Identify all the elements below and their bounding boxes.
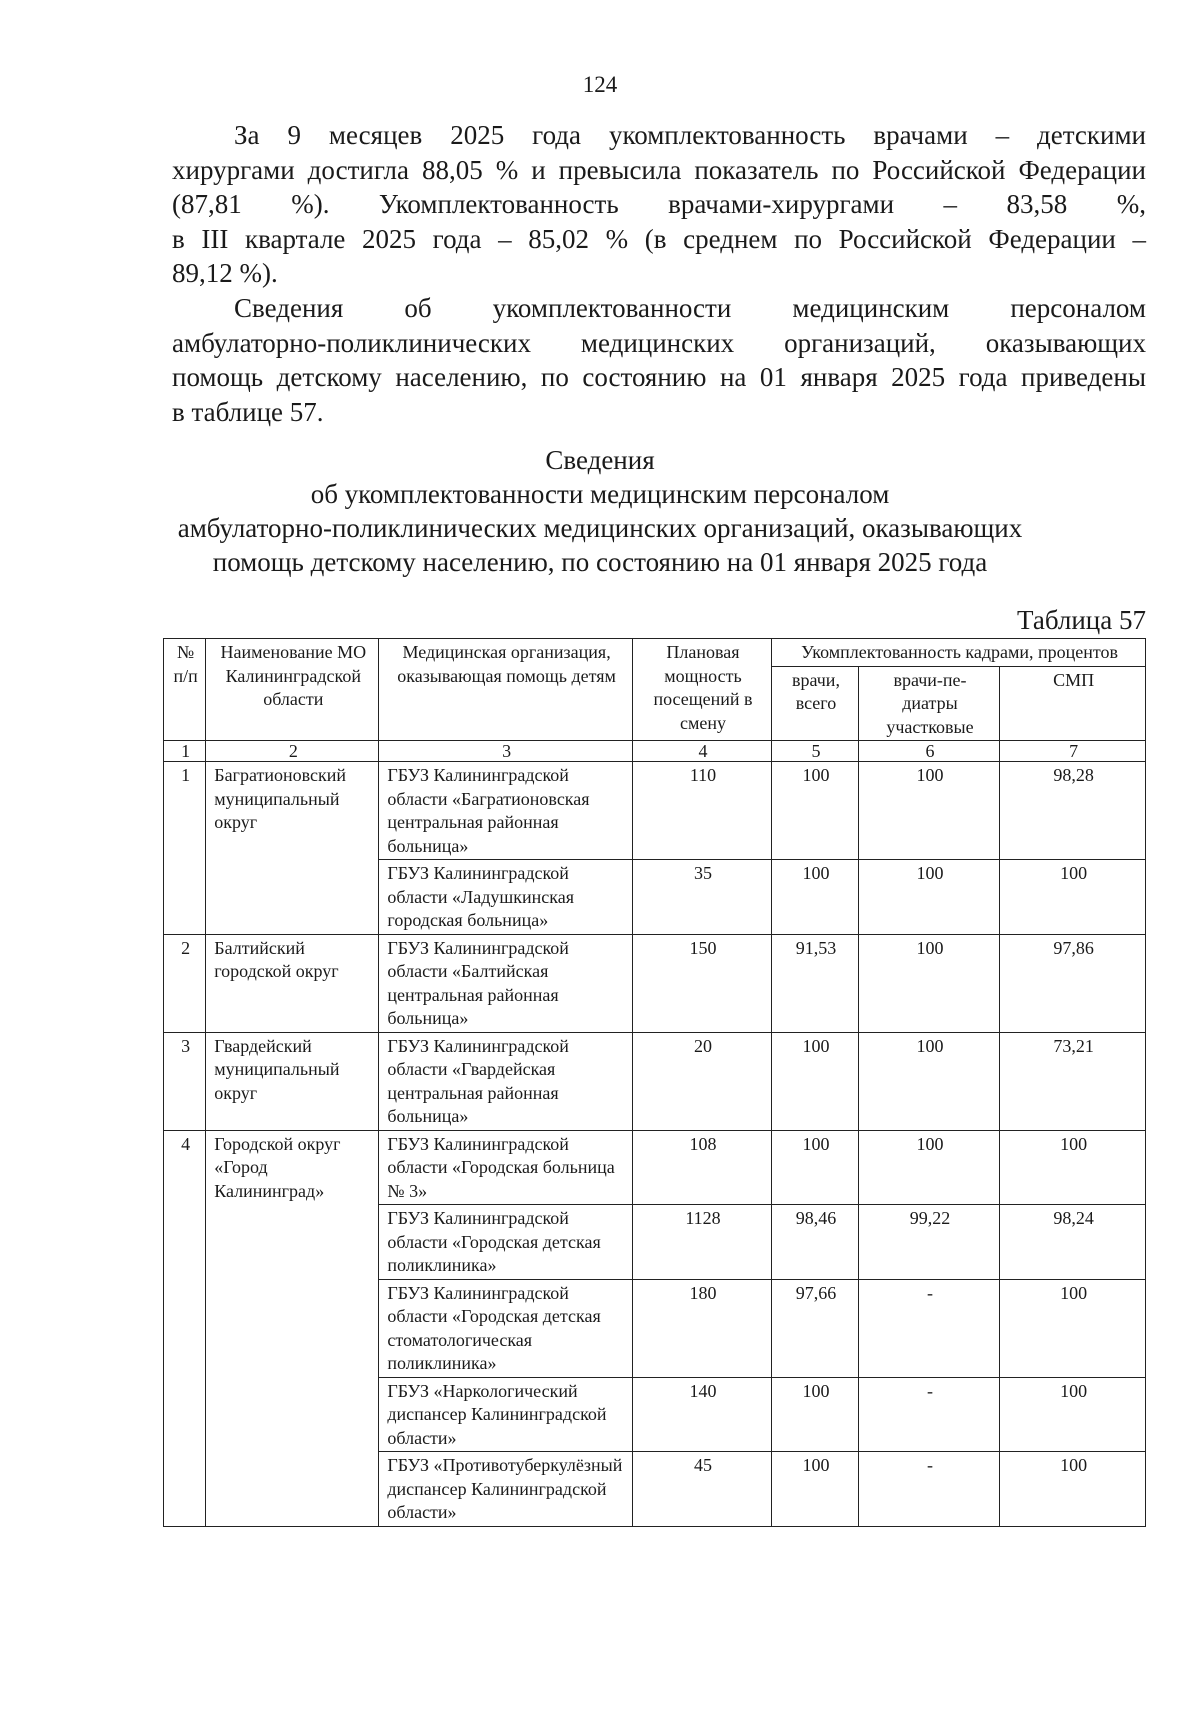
row-pediatricians-cell: 100 [858,762,999,860]
title-line: об укомплектованности медицинским персоналом [310,479,890,509]
paragraph-line: Сведения об укомплектованности медицинским персоналом [234,293,1146,323]
page-number: 124 [582,72,618,97]
title-line: Сведения [545,445,655,475]
row-pediatricians-cell: 100 [858,1032,999,1130]
table-row [164,1032,1146,1130]
paragraph-line: За 9 месяцев 2025 года укомплектованность врачами – детскими [234,120,1146,150]
title-line: помощь детскому населению, по состоянию на 01 января 2025 года [212,547,988,577]
header-pediatricians: врачи-пе-диатры участковые [858,666,999,741]
row-capacity-cell: 180 [632,1279,771,1377]
row-smp-cell: 100 [1000,1279,1146,1377]
row-org-cell: ГБУЗ Калининградской области «Городская детская поликлиника» [379,1205,632,1280]
index-cell: 3 [379,741,632,762]
header-doctors: врачи, всего [772,666,859,741]
table-title [0,443,1200,579]
row-capacity-cell: 1128 [632,1205,771,1280]
row-capacity-cell: 35 [632,860,771,935]
row-smp-cell: 100 [1000,860,1146,935]
row-doctors-cell: 100 [772,1032,859,1130]
row-org-cell: ГБУЗ Калининградской области «Городская детская стоматологическая поликлиника» [379,1279,632,1377]
row-doctors-cell: 100 [772,860,859,935]
row-pediatricians-cell: - [858,1452,999,1527]
row-capacity-cell: 110 [632,762,771,860]
index-cell: 2 [206,741,379,762]
row-capacity-cell: 20 [632,1032,771,1130]
row-org-cell: ГБУЗ «Наркологический диспансер Калининградской области» [379,1377,632,1452]
row-capacity-cell: 108 [632,1130,771,1205]
paragraph-staffing-surgeons [172,118,1146,291]
table-row [164,1130,1146,1205]
row-org-cell: ГБУЗ «Противотуберкулёзный диспансер Калининградской области» [379,1452,632,1527]
paragraph-line: хирургами достигла 88,05 % и превысила показатель по Российской Федерации [172,154,1146,185]
row-doctors-cell: 100 [772,1452,859,1527]
row-mo-cell: Гвардейский муниципальный округ [206,1032,379,1130]
table-header-row [164,639,1146,667]
row-mo-cell: Балтийский городской округ [206,934,379,1032]
row-pediatricians-cell: 99,22 [858,1205,999,1280]
index-cell: 7 [1000,741,1146,762]
paragraph-line: 89,12 %). [172,258,278,288]
row-smp-cell: 100 [1000,1452,1146,1527]
row-doctors-cell: 100 [772,1130,859,1205]
row-mo-cell: Багратионовский муниципальный округ [206,762,379,935]
index-cell: 6 [858,741,999,762]
row-smp-cell: 73,21 [1000,1032,1146,1130]
row-num-cell: 2 [164,934,206,1032]
row-smp-cell: 100 [1000,1377,1146,1452]
row-capacity-cell: 150 [632,934,771,1032]
row-pediatricians-cell: - [858,1279,999,1377]
table-caption: Таблица 57 [1017,605,1146,635]
row-doctors-cell: 100 [772,1377,859,1452]
index-cell: 4 [632,741,771,762]
row-org-cell: ГБУЗ Калининградской области «Багратионовская центральная районная больница» [379,762,632,860]
row-mo-cell: Городской округ «Город Калининград» [206,1130,379,1526]
table-row [164,934,1146,1032]
row-num-cell: 3 [164,1032,206,1130]
paragraph-line: амбулаторно-поликлинических медицинских организаций, оказывающих [172,327,1146,358]
row-smp-cell: 100 [1000,1130,1146,1205]
paragraph-line: помощь детскому населению, по состоянию на 01 января 2025 года приведены [172,362,1146,392]
row-pediatricians-cell: - [858,1377,999,1452]
header-org: Медицинская организация, оказывающая помощь детям [379,639,632,741]
header-mo: Наименование МО Калининградской области [206,639,379,741]
row-smp-cell: 97,86 [1000,934,1146,1032]
row-pediatricians-cell: 100 [858,860,999,935]
row-doctors-cell: 100 [772,762,859,860]
row-org-cell: ГБУЗ Калининградской области «Ладушкинская городская больница» [379,860,632,935]
index-cell: 5 [772,741,859,762]
paragraph-line: в III квартале 2025 года – 85,02 % (в среднем по Российской Федерации – [172,223,1146,254]
header-capacity: Плановая мощность посещений в смену [632,639,771,741]
title-line: амбулаторно-поликлинических медицинских организаций, оказывающих [177,513,1023,543]
paragraph-line: (87,81 %). Укомплектованность врачами-хирургами – 83,58 %, [172,189,1146,219]
paragraph-table-reference [172,291,1146,429]
row-pediatricians-cell: 100 [858,934,999,1032]
header-staffing: Укомплектованность кадрами, процентов [772,639,1146,667]
paragraph-line: в таблице 57. [172,396,324,427]
row-pediatricians-cell: 100 [858,1130,999,1205]
header-num: № п/п [164,639,206,741]
row-num-cell: 4 [164,1130,206,1526]
row-capacity-cell: 45 [632,1452,771,1527]
row-org-cell: ГБУЗ Калининградской области «Городская больница № 3» [379,1130,632,1205]
row-doctors-cell: 97,66 [772,1279,859,1377]
table-index-row [164,741,1146,762]
row-smp-cell: 98,24 [1000,1205,1146,1280]
row-smp-cell: 98,28 [1000,762,1146,860]
table-row [164,762,1146,860]
row-org-cell: ГБУЗ Калининградской области «Балтийская центральная районная больница» [379,934,632,1032]
row-num-cell: 1 [164,762,206,935]
row-doctors-cell: 98,46 [772,1205,859,1280]
row-org-cell: ГБУЗ Калининградской области «Гвардейская центральная районная больница» [379,1032,632,1130]
staffing-table [163,638,1146,1527]
row-doctors-cell: 91,53 [772,934,859,1032]
row-capacity-cell: 140 [632,1377,771,1452]
header-smp: СМП [1000,666,1146,741]
index-cell: 1 [164,741,206,762]
